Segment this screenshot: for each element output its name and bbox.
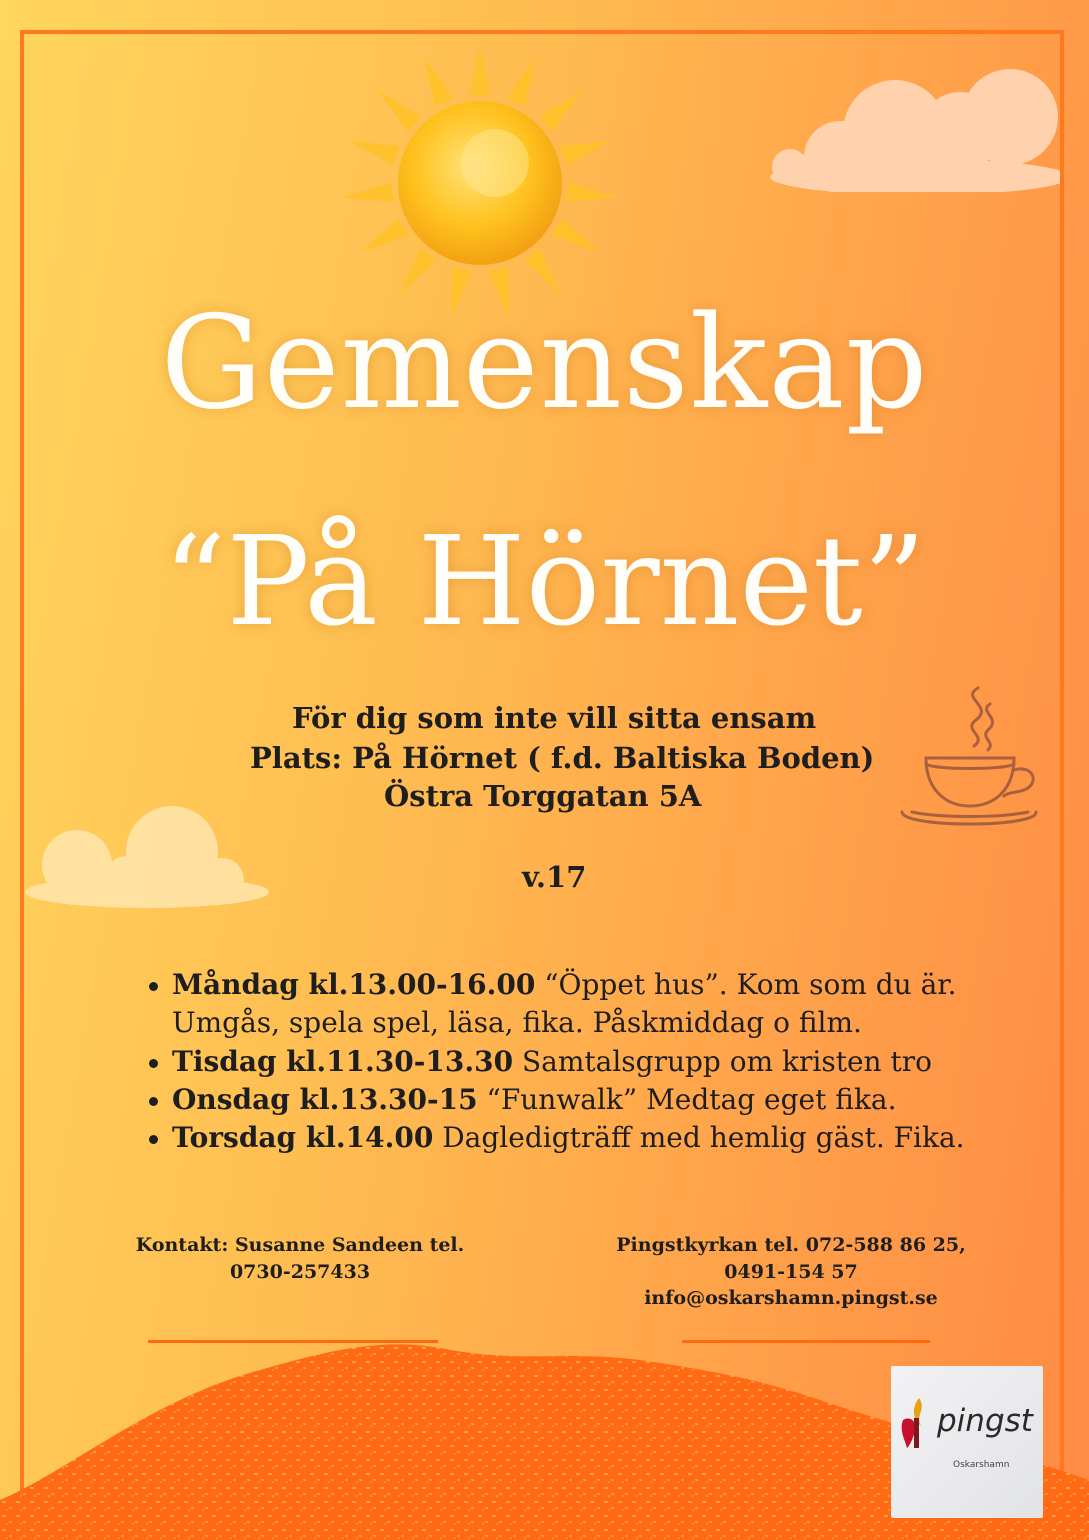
sun-icon	[335, 38, 625, 328]
schedule-list	[138, 966, 1018, 1158]
contact-email: info@oskarshamn.pingst.se	[644, 1287, 938, 1310]
pingst-logo	[891, 1366, 1043, 1518]
schedule-text: Samtalsgrupp om kristen tro	[513, 1044, 932, 1078]
schedule-item-tuesday	[138, 1043, 1018, 1081]
contact-church	[596, 1232, 986, 1312]
contact-church-phone-2: 0491-154 57	[724, 1260, 858, 1283]
schedule-day: Måndag kl.13.00-16.00	[172, 968, 536, 1001]
contact-person-phone: 0730-257433	[229, 1260, 371, 1283]
cloud-icon	[22, 800, 272, 908]
tagline: För dig som inte vill sitta ensam	[292, 701, 817, 735]
schedule-item-thursday	[138, 1119, 1018, 1157]
title-line-2: “På Hörnet”	[162, 510, 927, 654]
flame-cross-icon	[899, 1396, 933, 1450]
schedule-text: Dagledigträff med hemlig gäst. Fika.	[433, 1121, 965, 1155]
schedule-day: Tisdag kl.11.30-13.30	[172, 1044, 514, 1078]
schedule-item-wednesday	[138, 1081, 1018, 1119]
title-line-1: Gemenskap	[160, 289, 929, 438]
schedule-day: Torsdag kl.14.00	[172, 1121, 434, 1155]
schedule-text: “Funwalk” Medtag eget fika.	[477, 1083, 897, 1117]
coffee-cup-icon	[890, 680, 1040, 840]
contact-church-phone: Pingstkyrkan tel. 072-588 86 25,	[616, 1234, 966, 1256]
logo-name: pingst	[937, 1403, 1033, 1439]
logo-location: Oskarshamn	[953, 1460, 1010, 1470]
schedule-item-monday	[138, 966, 1018, 1043]
cloud-icon	[760, 62, 1060, 192]
schedule-day: Onsdag kl.13.30-15	[172, 1083, 478, 1117]
address: Östra Torggatan 5A	[384, 779, 702, 813]
week-number: v.17	[522, 860, 587, 894]
contact-person-name: Kontakt: Susanne Sandeen tel.	[135, 1234, 465, 1256]
schedule-text: “Öppet hus”. Kom som du är. Umgås, spela spel, läsa, fika. Påskmiddag o film.	[172, 968, 957, 1040]
contact-person	[120, 1232, 480, 1285]
venue: Plats: På Hörnet ( f.d. Baltiska Boden)	[250, 741, 875, 775]
